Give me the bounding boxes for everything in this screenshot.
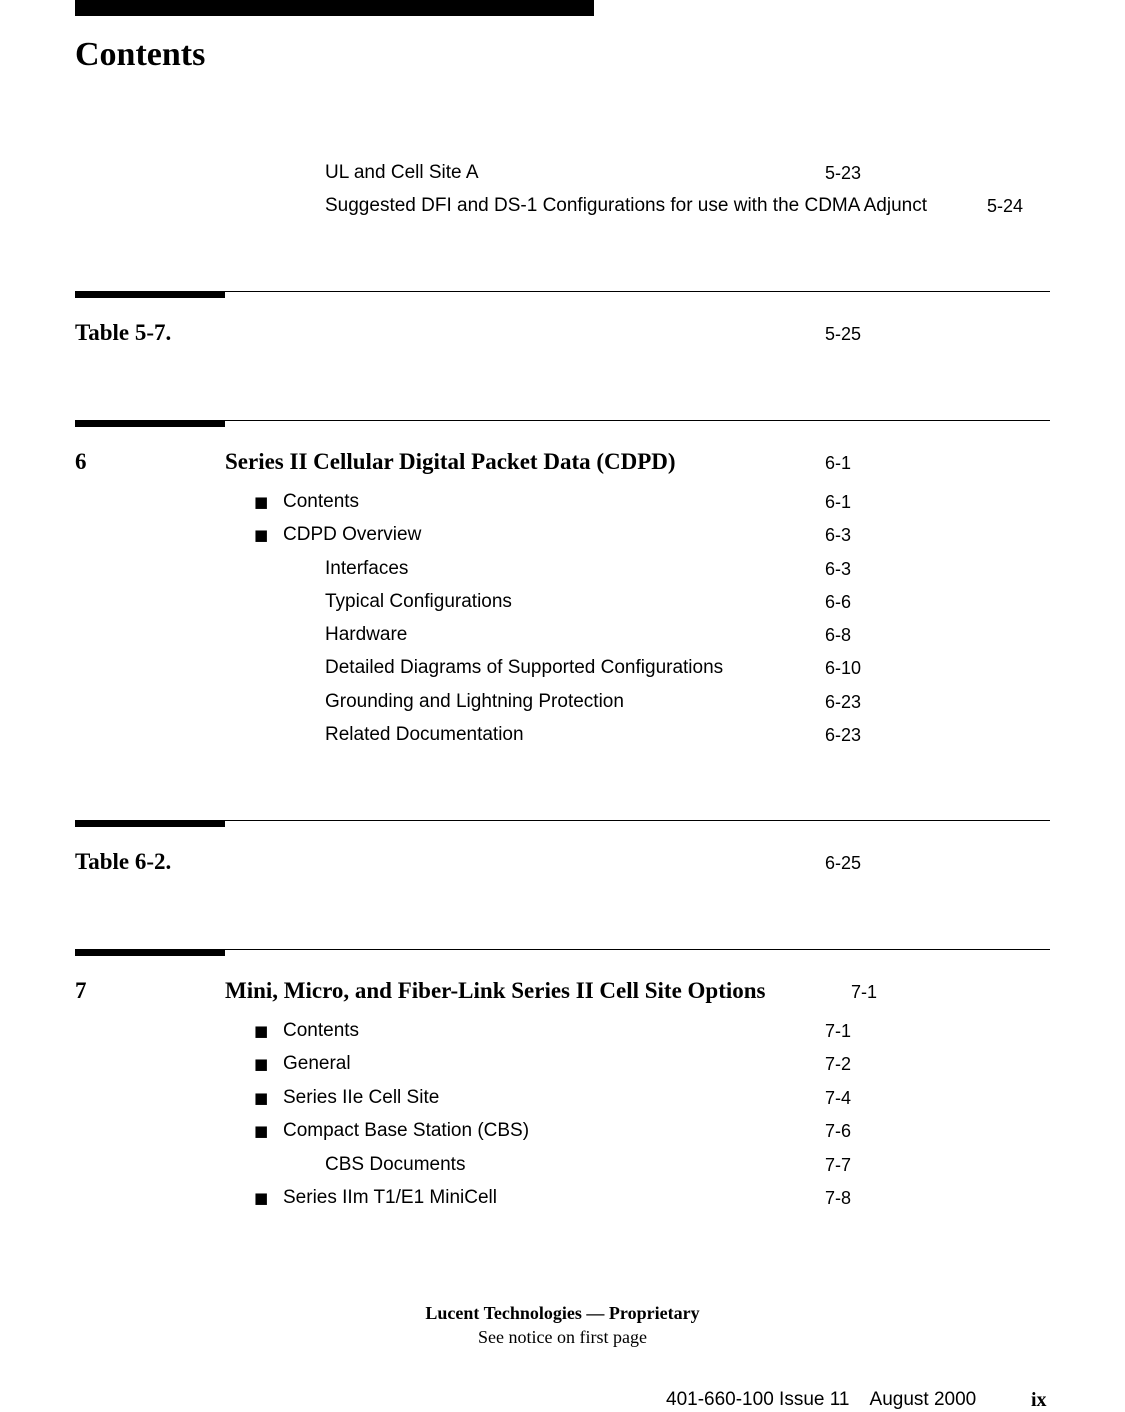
toc-entry-label: Interfaces (325, 558, 409, 579)
toc-entry-page: 7-6 (825, 1121, 852, 1141)
toc-entry-page: 7-2 (825, 1054, 852, 1074)
bullet-icon: ■ (254, 493, 269, 511)
toc-entry-page: 6-25 (825, 853, 862, 873)
toc-entry-label: Series IIm T1/E1 MiniCell (283, 1187, 497, 1208)
toc-entry-page: 6-6 (825, 592, 852, 612)
section-rule-accent (75, 949, 225, 956)
toc-entry-page: 6-23 (825, 725, 862, 745)
bullet-icon: ■ (254, 1122, 269, 1140)
bullet-icon: ■ (254, 1022, 269, 1040)
toc-entry-page: 6-3 (825, 559, 852, 579)
toc-entry-label: Contents (283, 1020, 360, 1041)
toc-entry-page: 5-25 (825, 324, 862, 344)
toc-entry-label: Suggested DFI and DS-1 Configurations for use with the CDMA Adjunct (325, 195, 927, 216)
toc-entry-page: 7-1 (851, 982, 878, 1002)
toc-entry-page: 7-4 (825, 1088, 852, 1108)
toc-entry-label: CDPD Overview (283, 524, 422, 545)
toc-entry-page: 6-23 (825, 692, 862, 712)
toc-entry-label: Compact Base Station (CBS) (283, 1120, 530, 1141)
section-rule-accent (75, 291, 225, 298)
bullet-icon: ■ (254, 1189, 269, 1207)
bullet-icon: ■ (254, 1089, 269, 1107)
document-id: 401-660-100 Issue 11 August 2000 (666, 1389, 977, 1410)
toc-entry-page: 5-23 (825, 163, 862, 183)
toc-entry-page: 6-10 (825, 658, 862, 678)
toc-entry-label: Series IIe Cell Site (283, 1087, 440, 1108)
toc-entry-page: 7-1 (825, 1021, 852, 1041)
chapter-number: 6 (75, 449, 87, 474)
chapter-title: Series II Cellular Digital Packet Data (CDPD) (225, 449, 676, 474)
page-number: ix (1031, 1389, 1047, 1411)
section-rule-accent (75, 820, 225, 827)
table-heading: Table 5-7. (75, 320, 172, 345)
toc-entry-label: General (283, 1053, 351, 1074)
toc-entry-label: Detailed Diagrams of Supported Configurations (325, 657, 724, 678)
toc-entry-label: Grounding and Lightning Protection (325, 691, 624, 712)
toc-entry-page: 7-7 (825, 1155, 852, 1175)
header-bar (75, 0, 594, 16)
toc-entry-label: Related Documentation (325, 724, 524, 745)
footer-notice: See notice on first page (478, 1327, 647, 1347)
section-rule-accent (75, 420, 225, 427)
bullet-icon: ■ (254, 1055, 269, 1073)
bullet-icon: ■ (254, 526, 269, 544)
footer-company: Lucent Technologies — Proprietary (425, 1303, 700, 1323)
toc-entry-page: 6-3 (825, 525, 852, 545)
page-title: Contents (75, 36, 206, 73)
toc-entry-page: 5-24 (987, 196, 1024, 216)
toc-entry-label: Contents (283, 491, 360, 512)
toc-entry-label: CBS Documents (325, 1154, 466, 1175)
table-heading: Table 6-2. (75, 849, 172, 874)
toc-entry-page: 7-8 (825, 1188, 852, 1208)
toc-entry-page: 6-1 (825, 453, 852, 473)
chapter-title: Mini, Micro, and Fiber-Link Series II Cell Site Options (225, 978, 766, 1003)
toc-entry-page: 6-1 (825, 492, 852, 512)
toc-entry-label: UL and Cell Site A (325, 162, 479, 183)
toc-entry-page: 6-8 (825, 625, 852, 645)
toc-entry-label: Hardware (325, 624, 408, 645)
chapter-number: 7 (75, 978, 87, 1003)
toc-entry-label: Typical Configurations (325, 591, 512, 612)
